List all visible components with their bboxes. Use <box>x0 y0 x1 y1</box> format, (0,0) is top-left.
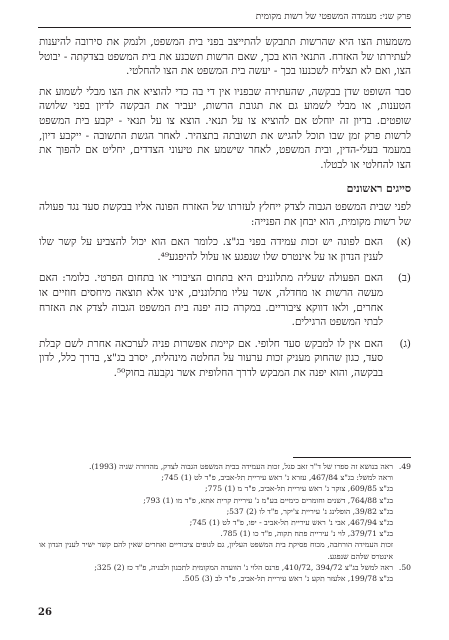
footnote-line: בג"צ 39/82, הופלינג נ' עיריית צ'יקר, פ"ד לו (2) 537; <box>226 506 393 516</box>
footnote-line: בג"צ 764/88, דשנים וחומרים כימיים בע"מ נ' עיריית קרית אתא, פ"ד מו (1) 793; <box>143 495 393 505</box>
footnote-line: ראה למשל בג"צ 394/72 ,410/72, פרנס הלוי נ' הוועדה המקומית לתכנון ולבניה, פ"ד כז (2) 325; <box>94 562 393 572</box>
footnote <box>39 562 411 584</box>
list-item-text: האם אין לו למבקש סעד חלופי. אם קיימת אפשרות פניה לערכאה אחרת לשם קבלת סעד, כגון שהחוק מעניק זכות ערעור על החלטה מינהלית, יסרב בג"צ, בדרך כלל, לדון בבקשה, והוא יפנה את המבקש לדרך החלופית אשר נקבעה בחוק⁵⁰. <box>39 337 383 379</box>
header-rule <box>38 27 411 28</box>
list-item-text: האם לפונה יש זכות עמידה בפני בג"צ. כלומר האם הוא יכול להצביע על קשר שלו לענין הנדון או על אינטרס שלו שנפגע או עלול להיפגע⁴⁹. <box>39 236 383 263</box>
footnote-number: 49. <box>398 462 411 471</box>
list-item <box>39 337 411 381</box>
footnote-line: זכות העמידה הורחבה, מכוח פסיקת בית המשפט העליון, גם לגופים ציבוריים ואחרים שאין להם קשר ישיר לענין הנדון או אינטרס שלהם שנפגע. <box>39 540 393 561</box>
footnote-line: בג"צ 467/94, אבי נ' ראש עיריית תל-אביב - יפו, פ"ד לט (1) 745; <box>189 518 393 528</box>
footnote-line: בג"צ 199/78, אלעזר תקע נ' ראש עיריית תל-אביב, פ"ד לב (3) 505. <box>182 574 393 584</box>
section-intro: לפני שבית המשפט הגבוה לצדק ייחלץ לעזרתו של האזרח הפונה אליו בבקשת סעד נגד פעולה של רשות מקומית, הוא יבחן את הפנייה: <box>39 200 411 228</box>
list-item <box>39 271 411 329</box>
body-text <box>39 35 411 387</box>
list-item <box>39 235 411 264</box>
section-heading: סייגים ראשונים <box>346 182 411 196</box>
list-marker: (ב) <box>397 272 411 285</box>
list-marker: (ג) <box>399 337 411 350</box>
list-item-text: האם הפעולה שעליה מתלוננים היא בתחום הציבורי או בתחום הפרטי. כלומר: האם מעשה הרשות או מחדלה, אשר עליו מתלוננים, אינו אלא תוצאה מיחסים חוזיים או אחרים, ולאו דווקא ציבוריים. במקרה כזה יפנה בית המשפט הגבוה לצדק את האזרח לבתי המשפט הרגילים. <box>39 272 383 329</box>
footnotes <box>39 461 411 584</box>
footnote-line: וראה למשל: בג"צ 467/84, עזרא נ' ראש עיריית תל-אביב, פ"ד לט (1) 745; <box>161 473 393 483</box>
footnote-rule <box>293 457 411 458</box>
list-marker: (א) <box>396 236 411 249</box>
footnote <box>39 461 411 562</box>
footnote-line: בג"צ 379/71, לוי נ' עיריית פתח תקוה, פ"ד כו (1) 785. <box>220 529 393 539</box>
paragraph: משמעות הצו היא שהרשות תתבקש להתייצב בפני בית המשפט, ולנמק את סירובה להיענות לעתירתו של האזרח. התנאי הוא בכך, שאם הרשות תשכנע את בית המשפט בצדקתה - יבוטל הצו, ואם לא תצליח לשכנעו בכך - יעשה בית המשפט את הצו להחלטי. <box>39 36 411 78</box>
footnote-line: בג"צ 609/85, צוקר נ' ראש עיריית תל-אביב, פ"ד מ (1) 775; <box>205 484 393 494</box>
page-number: 26 <box>38 607 52 618</box>
paragraph: סבר השופט שדן בבקשה, שהעתירה שבפניו אין די בה כדי להוציא את הצו מבלי לשמוע את הטענות, או מבלי לשמוע גם את תגובת הרשות, יעביר את הבקשה לדיון בפני שלושה שופטים. בדיון זה יוחלט אם להוציא צו על תנאי. הוצא צו על תנאי - יקבע בית המשפט לרשות פרק זמן שבו תוכל להגיש את תשובתה בתצהיר. לאחר הגשת התשובה - ייקבע דיון, במעמד בעלי-הדין, ובית המשפט, לאחר שישמע את טיעוני הצדדים, יחליט אם להפוך את הצו להחלטי או לבטלו. <box>39 85 411 171</box>
footnote-number: 50. <box>398 562 411 572</box>
running-header: פרק שני: מעמדה המשפטי של רשות מקומית <box>255 12 411 22</box>
footnote-line: ראה בנושא זה ספרו של ד"ר זאב סגל, זכות העמידה בבית המשפט הגבוה לצדק, מהדורה שניה (1993). <box>89 462 393 471</box>
